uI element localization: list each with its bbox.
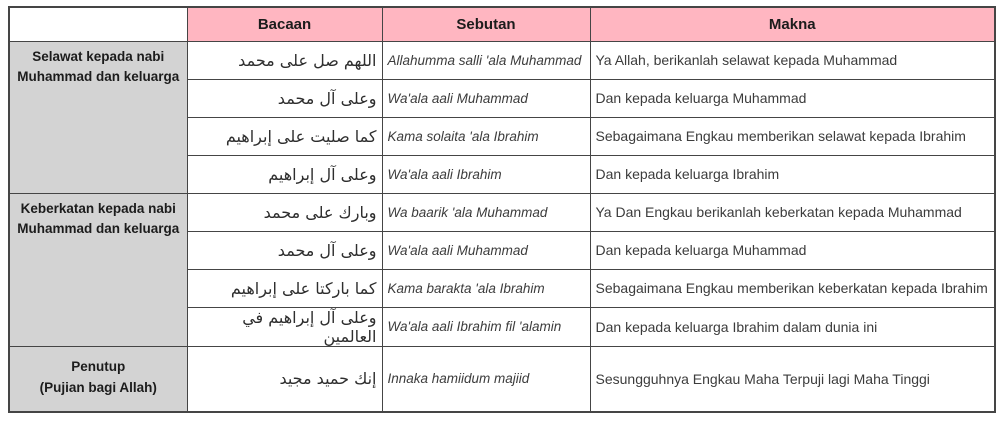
bacaan-cell: وعلى آل محمد <box>187 231 382 269</box>
group-label-line: Keberkatan kepada nabi <box>20 200 176 216</box>
group-label-line: Selawat kepada nabi <box>32 48 165 64</box>
bacaan-cell: وعلى آل إبراهيم في العالمين <box>187 307 382 346</box>
table-row <box>9 41 995 79</box>
header-row <box>9 7 995 41</box>
bacaan-cell: كما صليت على إبراهيم <box>187 117 382 155</box>
makna-cell: Dan kepada keluarga Muhammad <box>590 79 995 117</box>
sebutan-cell: Kama barakta 'ala Ibrahim <box>382 269 590 307</box>
sebutan-cell: Wa'ala aali Muhammad <box>382 79 590 117</box>
sebutan-cell: Wa'ala aali Ibrahim fil 'alamin <box>382 307 590 346</box>
makna-cell: Dan kepada keluarga Muhammad <box>590 231 995 269</box>
bacaan-cell: اللهم صل على محمد <box>187 41 382 79</box>
group-label-line: Muhammad dan keluarga <box>17 69 180 85</box>
makna-cell: Sebagaimana Engkau memberikan selawat kepada Ibrahim <box>590 117 995 155</box>
group-label-penutup <box>9 346 187 412</box>
group-label-selawat <box>9 41 187 193</box>
bacaan-cell: وعلى آل إبراهيم <box>187 155 382 193</box>
group-label-line: Muhammad dan keluarga <box>17 221 180 237</box>
sebutan-cell: Kama solaita 'ala Ibrahim <box>382 117 590 155</box>
sebutan-cell: Wa'ala aali Ibrahim <box>382 155 590 193</box>
col-header-bacaan: Bacaan <box>187 7 382 41</box>
sebutan-cell: Wa baarik 'ala Muhammad <box>382 193 590 231</box>
table-row <box>9 346 995 412</box>
sebutan-cell: Innaka hamiidum majiid <box>382 346 590 412</box>
group-label-line: Penutup <box>71 359 126 375</box>
sebutan-cell: Allahumma salli 'ala Muhammad <box>382 41 590 79</box>
col-header-makna: Makna <box>590 7 995 41</box>
group-label-keberkatan <box>9 193 187 346</box>
corner-cell <box>9 7 187 41</box>
bacaan-cell: وعلى آل محمد <box>187 79 382 117</box>
bacaan-cell: كما باركتا على إبراهيم <box>187 269 382 307</box>
makna-cell: Dan kepada keluarga Ibrahim <box>590 155 995 193</box>
makna-cell: Ya Dan Engkau berikanlah keberkatan kepada Muhammad <box>590 193 995 231</box>
makna-cell: Sesungguhnya Engkau Maha Terpuji lagi Maha Tinggi <box>590 346 995 412</box>
bacaan-cell: إنك حميد مجيد <box>187 346 382 412</box>
sebutan-cell: Wa'ala aali Muhammad <box>382 231 590 269</box>
makna-cell: Sebagaimana Engkau memberikan keberkatan kepada Ibrahim <box>590 269 995 307</box>
makna-cell: Ya Allah, berikanlah selawat kepada Muhammad <box>590 41 995 79</box>
group-label-line: (Pujian bagi Allah) <box>39 380 157 396</box>
table-row <box>9 193 995 231</box>
makna-cell: Dan kepada keluarga Ibrahim dalam dunia ini <box>590 307 995 346</box>
bacaan-cell: وبارك على محمد <box>187 193 382 231</box>
col-header-sebutan: Sebutan <box>382 7 590 41</box>
selawat-table <box>8 6 996 413</box>
